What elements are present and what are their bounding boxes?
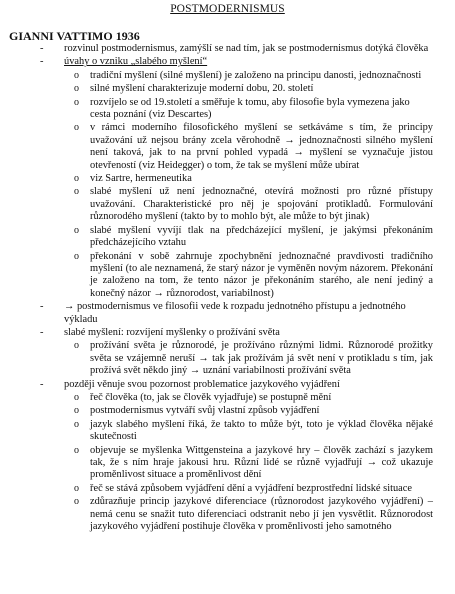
dash-marker: - bbox=[40, 326, 44, 338]
circle-marker: o bbox=[74, 482, 79, 494]
dash-marker: - bbox=[40, 301, 44, 313]
list-item bbox=[0, 327, 455, 339]
sub-list-item-text: řeč člověka (to, jak se člověk vyjadřuje) se postupně mění bbox=[90, 391, 332, 403]
sub-list-item bbox=[0, 340, 455, 377]
sub-list-item bbox=[0, 392, 455, 404]
circle-marker: o bbox=[74, 391, 79, 403]
sub-list-item-text: postmodernismus vytváří svůj vlastní způsob vyjádření bbox=[90, 405, 320, 417]
circle-marker: o bbox=[74, 173, 79, 185]
circle-marker: o bbox=[74, 340, 79, 352]
sub-list-item bbox=[0, 97, 455, 122]
list-item-text: → postmodernismus ve filosofii vede k rozpadu jednotného přístupu a jednotného výkladu bbox=[64, 301, 406, 325]
sub-list-item-text: silné myšlení charakterizuje moderní dobu, 20. století bbox=[90, 83, 314, 95]
circle-marker: o bbox=[74, 69, 79, 81]
circle-marker: o bbox=[74, 250, 79, 262]
sub-list-item-text: viz Sartre, hermeneutika bbox=[90, 173, 192, 185]
document-body bbox=[0, 42, 455, 533]
sub-list-item bbox=[0, 70, 455, 82]
sub-list-item bbox=[0, 122, 455, 172]
circle-marker: o bbox=[74, 186, 79, 198]
sub-list-item-text: prožívání světa je různorodé, je prožíváno různými lidmi. Různorodé prožitky světa se vzájemně neruší → tak jak prožívám já svět není v protikladu s tím, jak prožívá svět někdo jiný → uznání variabilnosti prožívání světa bbox=[90, 340, 433, 377]
sub-list-item-text: zdůrazňuje princip jazykové diferenciace (různorodost jazykového vyjádření) – nemá cenu se snažit tuto diferenciaci odstranit nebo jí jen vysvětlit. Různorodost jazykového vyjádření postihuje člověka v proměnlivosti jeho samotného bbox=[90, 496, 433, 533]
list-item-text: úvahy o vzniku „slabého myšlení“ bbox=[64, 56, 208, 68]
circle-marker: o bbox=[74, 418, 79, 430]
dash-marker: - bbox=[40, 43, 44, 54]
sub-list-item bbox=[0, 419, 455, 444]
sub-list-item bbox=[0, 405, 455, 417]
sub-list-item-text: v rámci moderního filosofického myšlení se setkáváme s tím, že principy uvažování už nejsou brány zcela věrohodně → jednoznačnosti silného myšlení není taková, jak to na první pohled vypadá → myšlení se vyznačuje jistou otevřeností (viz Heidegger) o tom, že tak se myšlení může ubírat bbox=[90, 122, 433, 171]
list-item bbox=[0, 56, 455, 68]
circle-marker: o bbox=[74, 496, 79, 508]
sub-list-item bbox=[0, 496, 455, 533]
list-item-text: později věnuje svou pozornost problematice jazykového vyjádření bbox=[64, 378, 340, 390]
sub-list-item-text: jazyk slabého myšlení říká, že takto to může být, toto je výklad člověka nějaké skutečnosti bbox=[90, 418, 433, 443]
sub-list-item-text: řeč se stává způsobem vyjádření dění a vyjádření bezprostřední lidské situace bbox=[90, 482, 412, 494]
circle-marker: o bbox=[74, 224, 79, 236]
list-item bbox=[0, 379, 455, 391]
sub-list-item bbox=[0, 83, 455, 95]
sub-list-item bbox=[0, 483, 455, 495]
sub-list-item bbox=[0, 186, 455, 223]
sub-list-item-text: tradiční myšlení (silné myšlení) je založeno na principu danosti, jednoznačnosti bbox=[90, 69, 422, 81]
dash-marker: - bbox=[40, 56, 44, 68]
sub-list-item bbox=[0, 225, 455, 250]
list-item-text: rozvinul postmodernismus, zamýšlí se nad tím, jak se postmodernismus dotýká člověka bbox=[64, 43, 429, 54]
circle-marker: o bbox=[74, 122, 79, 134]
sub-list-item bbox=[0, 445, 455, 482]
sub-list-item-text: rozvíjelo se od 19.století a směřuje k tomu, aby filosofie byla vymezena jako cesta poznání (viz Descartes) bbox=[90, 96, 410, 121]
sub-list-item-text: slabé myšlení už není jednoznačné, otevírá možnosti pro různé přístupy uvažování. Charakteristické pro něj je spojování protikladů. Formulování různorodého myšlení (takto by to mohlo být, ale může to být jinak) bbox=[90, 186, 433, 223]
section-heading: GIANNI VATTIMO 1936 bbox=[9, 29, 140, 43]
list-item-text: slabé myšlení: rozvíjení myšlenky o prožívání světa bbox=[64, 326, 280, 338]
sub-list-item-text: objevuje se myšlenka Wittgensteina a jazykové hry – člověk zachází s jazykem tak, že s ním hraje jakousi hru. Různí lidé se různě vyjadřují → což ukazuje proměnlivost situace a proměnlivost dění bbox=[90, 444, 433, 481]
document-title: POSTMODERNISMUS bbox=[170, 3, 285, 15]
sub-list-item bbox=[0, 251, 455, 301]
circle-marker: o bbox=[74, 405, 79, 417]
list-item bbox=[0, 43, 455, 55]
sub-list-item bbox=[0, 173, 455, 185]
circle-marker: o bbox=[74, 444, 79, 456]
sub-list-item-text: slabé myšlení vyvíjí tlak na předcházející myšlení, je jakýmsi překonáním předcházejícího vztahu bbox=[90, 224, 433, 249]
circle-marker: o bbox=[74, 96, 79, 108]
circle-marker: o bbox=[74, 83, 79, 95]
sub-list-item-text: překonání v sobě zahrnuje zpochybnění jednoznačné pravdivosti tradičního myšlení (to ale neznamená, že starý názor je vyměněn novým názorem. Překonání je založeno na tom, že tento názor je překonáním starého, ale není jediný a konečný názor → různorodost, variabilnost) bbox=[90, 250, 433, 299]
list-item bbox=[0, 301, 455, 326]
dash-marker: - bbox=[40, 378, 44, 390]
